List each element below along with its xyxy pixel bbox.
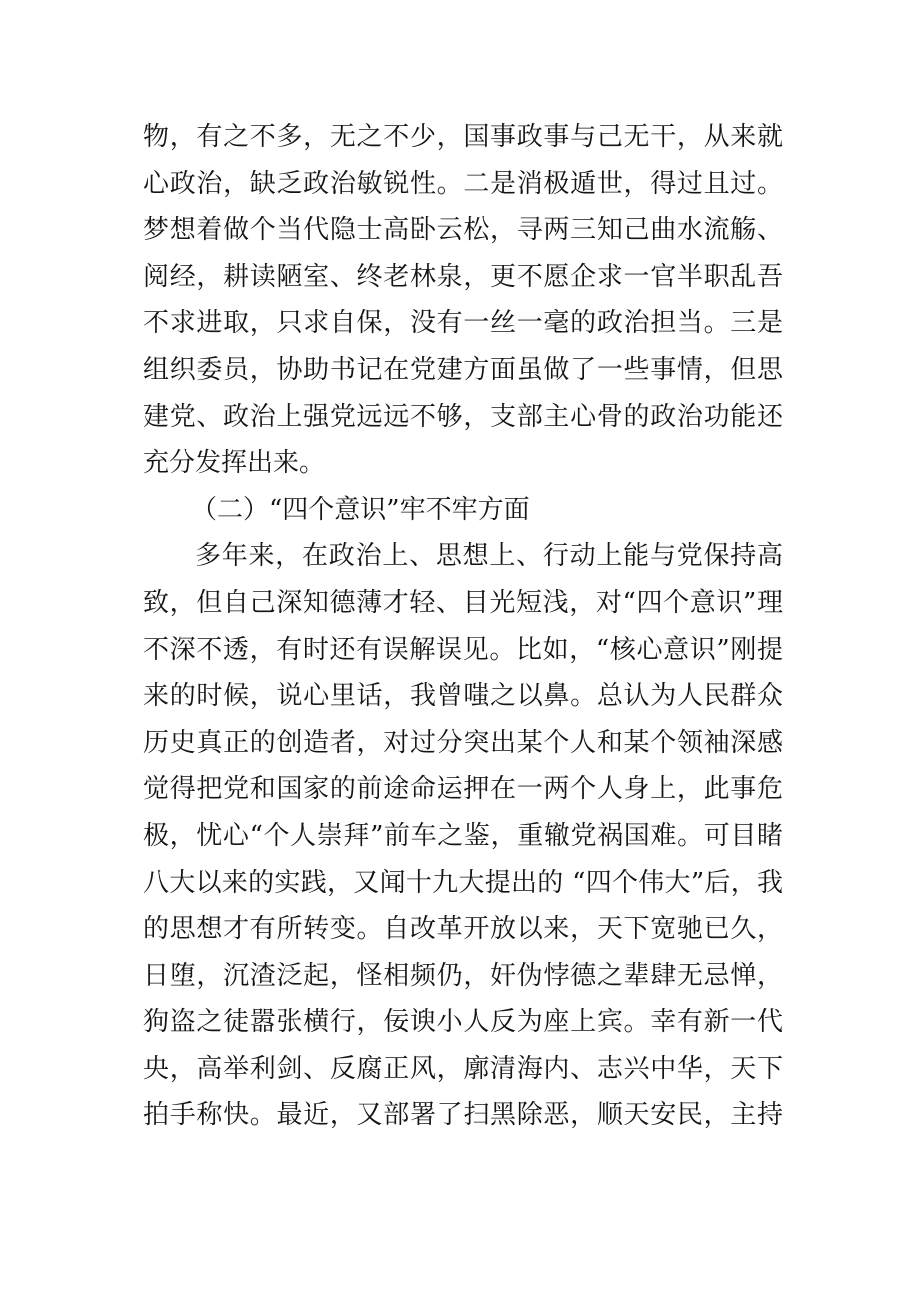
paragraph-line: 不求进取，只求自保，没有一丝一毫的政治担当。三是	[143, 308, 783, 339]
paragraph-line: 不深不透，有时还有误解误见。比如，“核心意识”刚提	[143, 634, 783, 665]
paragraph-line: 充分发挥出来。	[143, 448, 326, 479]
paragraph-line: 建党、政治上强党远远不够，支部主心骨的政治功能还	[143, 401, 783, 432]
paragraph-line: 致，但自己深知德薄才轻、目光短浅，对“四个意识”理	[143, 587, 783, 618]
paragraph-line: 日堕，沉渣泛起，怪相频仍，奸伪悖德之辈肆无忌惮，	[143, 960, 783, 991]
paragraph-line: 梦想着做个当代隐士高卧云松，寻两三知己曲水流觞、	[143, 215, 783, 246]
paragraph-line: 觉得把党和国家的前途命运押在一两个人身上，此事危	[143, 774, 783, 805]
paragraph-line: 心政治，缺乏政治敏锐性。二是消极遁世，得过且过。	[143, 168, 783, 199]
paragraph-line: 历史真正的创造者，对过分突出某个人和某个领袖深感	[143, 727, 783, 758]
paragraph-line: 阅经，耕读陋室、终老林泉，更不愿企求一官半职乱吾	[143, 261, 783, 292]
section-heading: （二）“四个意识”牢不牢方面	[191, 494, 530, 525]
paragraph-line: 八大以来的实践，又闻十九大提出的 “四个伟大”后，我	[143, 867, 783, 898]
paragraph-line: 央，高举利剑、反腐正风，廓清海内、志兴中华，天下	[143, 1053, 783, 1084]
paragraph-line: 多年来，在政治上、思想上、行动上能与党保持高	[195, 541, 783, 572]
paragraph-line: 物，有之不多，无之不少，国事政事与己无干，从来就	[143, 122, 783, 152]
paragraph-line: 拍手称快。最近，又部署了扫黑除恶，顺天安民，主持	[143, 1100, 783, 1131]
paragraph-line: 组织委员，协助书记在党建方面虽做了一些事情，但思	[143, 354, 783, 385]
document-body	[143, 114, 783, 1139]
paragraph-line: 的思想才有所转变。自改革开放以来，天下宽驰已久，	[143, 914, 783, 945]
paragraph-line: 来的时候，说心里话，我曾嗤之以鼻。总认为人民群众	[143, 681, 783, 712]
paragraph-line: 狗盗之徒嚣张横行，佞谀小人反为座上宾。幸有新一代	[143, 1007, 783, 1038]
paragraph-line: 极，忧心“个人崇拜”前车之鉴，重辙党祸国难。可目睹	[143, 820, 783, 851]
